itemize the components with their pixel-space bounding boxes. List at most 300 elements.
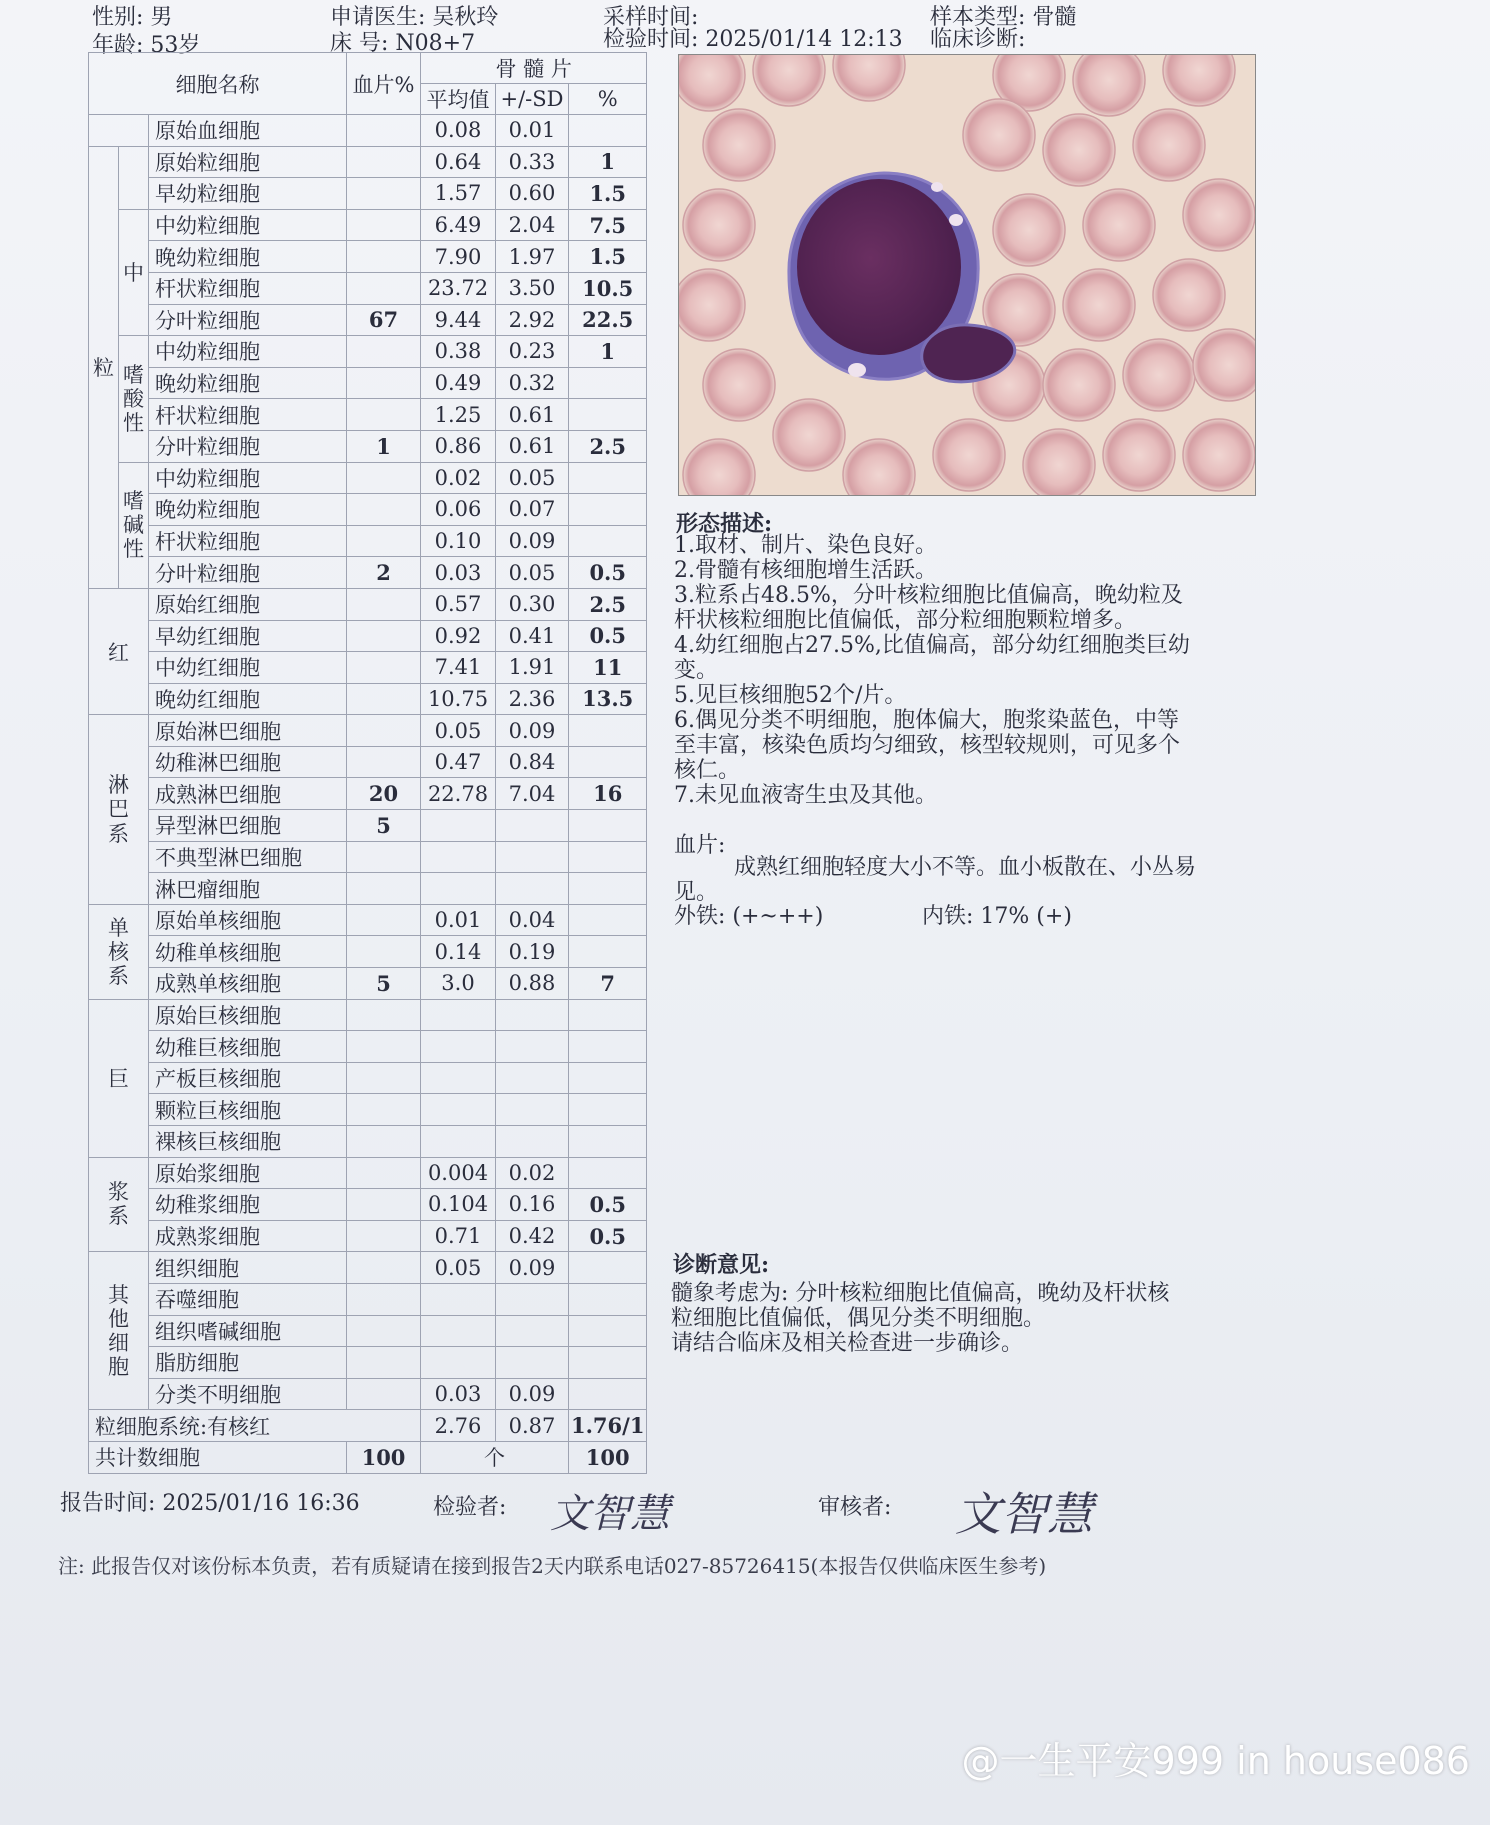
morphology-line: 至丰富，核染色质均匀细致，核型较规则，可见多个 [674, 733, 1181, 758]
clinical-diagnosis: 临床诊断: [930, 27, 1026, 52]
cell-blood-pct [347, 904, 421, 936]
cell-blood-pct: 67 [347, 304, 421, 336]
cell-sd: 0.16 [496, 1189, 569, 1221]
cell-name: 原始巨核细胞 [149, 999, 347, 1031]
cell-mean: 0.08 [421, 115, 496, 147]
cell-blood-pct [347, 1220, 421, 1252]
cell-marrow-pct [569, 1031, 647, 1063]
cell-marrow-pct [569, 936, 647, 968]
cell-marrow-pct [569, 999, 647, 1031]
table-row [89, 968, 647, 1000]
cell-mean: 0.49 [421, 367, 496, 399]
cell-marrow-pct [569, 1126, 647, 1158]
cell-name: 晚幼粒细胞 [149, 494, 347, 526]
table-row [89, 1410, 647, 1442]
cell-mean: 0.92 [421, 620, 496, 652]
cell-sd: 7.04 [496, 778, 569, 810]
cell-name: 组织嗜碱细胞 [149, 1315, 347, 1347]
watermark: @一生平安999 in house086 [961, 1739, 1470, 1783]
cell-count-table [88, 52, 647, 1474]
cell-sd: 1.97 [496, 241, 569, 273]
reviewer-label: 审核者: [818, 1495, 892, 1520]
blood-smear-title: 血片: [674, 833, 726, 858]
table-row [89, 399, 647, 431]
table-row [89, 272, 647, 304]
cell-marrow-pct [569, 1315, 647, 1347]
cell-mean: 6.49 [421, 209, 496, 241]
group-label [89, 1157, 149, 1252]
red-blood-cell [1063, 269, 1135, 341]
cell-sd: 0.05 [496, 557, 569, 589]
external-iron: 外铁: (+~++) [674, 904, 824, 929]
cell-mean: 0.05 [421, 1252, 496, 1284]
table-row [89, 1094, 647, 1126]
cell-name: 异型淋巴细胞 [149, 810, 347, 842]
red-blood-cell [1043, 349, 1115, 421]
cell-blood-pct [347, 1157, 421, 1189]
micrograph-image [679, 55, 1255, 495]
cell-sd [496, 1126, 569, 1158]
cell-mean: 0.06 [421, 494, 496, 526]
cell-mean: 10.75 [421, 683, 496, 715]
cell-marrow-pct: 1.5 [569, 241, 647, 273]
cell-blood-pct [347, 241, 421, 273]
table-row [89, 367, 647, 399]
header-cell-marrow: 骨 髓 片 [421, 53, 647, 84]
ratio-sd: 0.87 [496, 1410, 569, 1442]
cell-blood-pct [347, 588, 421, 620]
red-blood-cell [1183, 419, 1255, 491]
cell-sd [496, 1062, 569, 1094]
opinion-line: 髓象考虑为: 分叶核粒细胞比值偏高，晚幼及杆状核 [671, 1281, 1170, 1306]
cell-sd [496, 1283, 569, 1315]
cell-marrow-pct: 11 [569, 652, 647, 684]
red-blood-cell [1043, 114, 1115, 186]
total-unit: 个 [421, 1441, 569, 1473]
cell-blood-pct [347, 178, 421, 210]
cell-marrow-pct: 0.5 [569, 620, 647, 652]
cell-name: 分类不明细胞 [149, 1378, 347, 1410]
cell-mean: 1.57 [421, 178, 496, 210]
blood-smear-line2: 见。 [674, 880, 719, 905]
cell-mean [421, 1094, 496, 1126]
table-row [89, 462, 647, 494]
cell-name: 晚幼红细胞 [149, 683, 347, 715]
cell-sd: 0.07 [496, 494, 569, 526]
table-row [89, 336, 647, 368]
table-row [89, 778, 647, 810]
cell-mean [421, 810, 496, 842]
cell-name: 早幼红细胞 [149, 620, 347, 652]
cell-name: 幼稚淋巴细胞 [149, 746, 347, 778]
red-blood-cell [679, 269, 745, 341]
cell-sd [496, 999, 569, 1031]
cell-mean: 0.47 [421, 746, 496, 778]
cell-blood-pct [347, 336, 421, 368]
cell-mean: 0.86 [421, 430, 496, 462]
table-row [89, 1220, 647, 1252]
table-row [89, 1315, 647, 1347]
table-row [89, 1441, 647, 1473]
cell-mean: 0.14 [421, 936, 496, 968]
cell-blood-pct: 2 [347, 557, 421, 589]
cell-sd: 0.09 [496, 1378, 569, 1410]
cell-blood-pct [347, 1126, 421, 1158]
bed-number: 床 号: N08+7 [330, 31, 476, 56]
cell-sd: 0.61 [496, 399, 569, 431]
red-blood-cell [1123, 339, 1195, 411]
tester-signature: 文智慧 [550, 1491, 670, 1537]
cell-sd: 0.09 [496, 525, 569, 557]
cell-blood-pct [347, 1062, 421, 1094]
cell-sd: 0.33 [496, 146, 569, 178]
blood-smear-line1: 成熟红细胞轻度大小不等。血小板散在、小丛易 [734, 855, 1197, 880]
group-label: 粒 [89, 146, 119, 588]
cell-mean: 9.44 [421, 304, 496, 336]
cell-marrow-pct [569, 399, 647, 431]
red-blood-cell [703, 349, 775, 421]
cell-name: 晚幼粒细胞 [149, 367, 347, 399]
opinion-title: 诊断意见: [673, 1252, 770, 1278]
group-label: 红 [89, 588, 149, 714]
cell-marrow-pct: 2.5 [569, 588, 647, 620]
cell-name: 中幼粒细胞 [149, 209, 347, 241]
cell-sd: 0.01 [496, 115, 569, 147]
cell-mean: 0.03 [421, 1378, 496, 1410]
cell-sd: 0.30 [496, 588, 569, 620]
cell-mean: 1.25 [421, 399, 496, 431]
cell-mean: 3.0 [421, 968, 496, 1000]
table-row [89, 999, 647, 1031]
cell-sd: 2.04 [496, 209, 569, 241]
tester-label: 检验者: [433, 1495, 507, 1520]
cell-marrow-pct: 0.5 [569, 557, 647, 589]
cell-name: 中幼粒细胞 [149, 462, 347, 494]
cell-blood-pct [347, 683, 421, 715]
table-row [89, 1062, 647, 1094]
cell-blood-pct [347, 1315, 421, 1347]
marrow-micrograph [678, 54, 1256, 496]
cell-sd: 0.04 [496, 904, 569, 936]
cell-mean: 22.78 [421, 778, 496, 810]
cell-name: 原始淋巴细胞 [149, 715, 347, 747]
cell-blood-pct [347, 367, 421, 399]
header-cell-pct: % [569, 84, 647, 115]
cell-name: 晚幼粒细胞 [149, 241, 347, 273]
cell-blood-pct [347, 1189, 421, 1221]
table-row [89, 1189, 647, 1221]
group-label [89, 904, 149, 999]
table-row [89, 1252, 647, 1284]
table-row [89, 810, 647, 842]
cell-marrow-pct: 1 [569, 336, 647, 368]
cell-name: 杆状粒细胞 [149, 272, 347, 304]
cell-sd: 3.50 [496, 272, 569, 304]
cell-sd [496, 1347, 569, 1379]
cell-mean: 0.03 [421, 557, 496, 589]
cell-blood-pct: 5 [347, 968, 421, 1000]
table-row [89, 209, 647, 241]
cell-name: 组织细胞 [149, 1252, 347, 1284]
cell-name: 产板巨核细胞 [149, 1062, 347, 1094]
subgroup-label [119, 462, 149, 588]
cell-mean [421, 999, 496, 1031]
cell-marrow-pct [569, 1347, 647, 1379]
morphology-line: 杆状核粒细胞比值偏低，部分粒细胞颗粒增多。 [674, 608, 1137, 633]
group-label [89, 715, 149, 905]
table-row [89, 683, 647, 715]
cell-mean: 0.004 [421, 1157, 496, 1189]
morphology-line: 核仁。 [674, 758, 741, 783]
cell-marrow-pct [569, 462, 647, 494]
cell-marrow-pct [569, 1157, 647, 1189]
cell-name: 成熟淋巴细胞 [149, 778, 347, 810]
cell-blood-pct: 5 [347, 810, 421, 842]
cell-name: 分叶粒细胞 [149, 557, 347, 589]
cell-marrow-pct [569, 810, 647, 842]
cell-name: 幼稚巨核细胞 [149, 1031, 347, 1063]
cell-marrow-pct: 7.5 [569, 209, 647, 241]
doctor: 申请医生: 吴秋玲 [330, 5, 499, 30]
cell-mean: 0.64 [421, 146, 496, 178]
cell-sd: 2.92 [496, 304, 569, 336]
cell-marrow-pct [569, 746, 647, 778]
subgroup-label [119, 146, 149, 209]
cell-marrow-pct: 13.5 [569, 683, 647, 715]
cell-blood-pct [347, 936, 421, 968]
cell-name: 原始血细胞 [149, 115, 347, 147]
opinion-line: 请结合临床及相关检查进一步确诊。 [671, 1331, 1024, 1356]
cell-mean: 0.05 [421, 715, 496, 747]
cell-sd: 0.05 [496, 462, 569, 494]
cell-name: 杆状粒细胞 [149, 399, 347, 431]
table-row [89, 873, 647, 905]
cell-blood-pct [347, 620, 421, 652]
morphology-line: 2.骨髓有核细胞增生活跃。 [674, 558, 937, 583]
red-blood-cell [1183, 179, 1255, 251]
cell-sd: 0.19 [496, 936, 569, 968]
cell-name: 中幼红细胞 [149, 652, 347, 684]
header-cell-sd: +/-SD [496, 84, 569, 115]
cell-name: 淋巴瘤细胞 [149, 873, 347, 905]
table-row [89, 146, 647, 178]
disclaimer-note: 注: 此报告仅对该份标本负责，若有质疑请在接到报告2天内联系电话027-85726415(本报告仅供临床医生参考) [58, 1554, 1047, 1578]
header-cell-mean: 平均值 [421, 84, 496, 115]
cell-blood-pct [347, 999, 421, 1031]
subgroup-label: 中 [119, 209, 149, 335]
cell-blood-pct [347, 1378, 421, 1410]
table-row [89, 652, 647, 684]
table-row [89, 841, 647, 873]
cell-marrow-pct: 1.5 [569, 178, 647, 210]
cell-sd [496, 841, 569, 873]
red-blood-cell [1153, 259, 1225, 331]
red-blood-cell [1193, 329, 1255, 401]
cell-blood-pct [347, 1031, 421, 1063]
cell-marrow-pct: 16 [569, 778, 647, 810]
cell-name: 原始浆细胞 [149, 1157, 347, 1189]
cell-marrow-pct: 0.5 [569, 1189, 647, 1221]
table-row [89, 1126, 647, 1158]
cell-blood-pct [347, 715, 421, 747]
sample-time: 采样时间: [603, 5, 699, 30]
cell-mean: 0.10 [421, 525, 496, 557]
table-row [89, 178, 647, 210]
cell-mean: 0.02 [421, 462, 496, 494]
red-blood-cell [1083, 189, 1155, 261]
cell-marrow-pct [569, 525, 647, 557]
cell-marrow-pct [569, 1283, 647, 1315]
cell-marrow-pct: 22.5 [569, 304, 647, 336]
cell-name: 脂肪细胞 [149, 1347, 347, 1379]
cell-mean: 0.57 [421, 588, 496, 620]
table-row [89, 430, 647, 462]
table-row [89, 1157, 647, 1189]
cell-sd: 2.36 [496, 683, 569, 715]
cell-name: 颗粒巨核细胞 [149, 1094, 347, 1126]
red-blood-cell [683, 189, 755, 261]
cell-blood-pct [347, 209, 421, 241]
cell-name: 成熟单核细胞 [149, 968, 347, 1000]
table-row [89, 304, 647, 336]
subgroup-label-text: 嗜碱性 [123, 489, 144, 562]
red-blood-cell [963, 99, 1035, 171]
table-row [89, 115, 647, 147]
cell-blood-pct [347, 525, 421, 557]
cell-marrow-pct: 7 [569, 968, 647, 1000]
cell-sd: 0.09 [496, 715, 569, 747]
gender: 性别: 男 [92, 5, 173, 30]
morphology-line: 4.幼红细胞占27.5%,比值偏高，部分幼红细胞类巨幼 [674, 633, 1190, 658]
group-cell [89, 115, 149, 147]
cell-marrow-pct [569, 873, 647, 905]
cell-mean [421, 1126, 496, 1158]
cell-blood-pct [347, 494, 421, 526]
cell-mean: 0.104 [421, 1189, 496, 1221]
cell-marrow-pct [569, 494, 647, 526]
age: 年龄: 53岁 [92, 33, 201, 58]
opinion-line: 粒细胞比值偏低，偶见分类不明细胞。 [671, 1306, 1046, 1331]
cell-blood-pct: 20 [347, 778, 421, 810]
cell-name: 原始单核细胞 [149, 904, 347, 936]
ratio-pct: 1.76/1 [569, 1410, 647, 1442]
morphology-title: 形态描述: [676, 511, 773, 537]
internal-iron: 内铁: 17% (+) [922, 904, 1072, 929]
cell-sd [496, 1031, 569, 1063]
red-blood-cell [1103, 419, 1175, 491]
table-row [89, 620, 647, 652]
red-blood-cell [933, 419, 1005, 491]
cell-sd: 0.23 [496, 336, 569, 368]
cell-mean [421, 1031, 496, 1063]
sample-type: 样本类型: 骨髓 [930, 5, 1077, 30]
cell-mean [421, 841, 496, 873]
cell-mean [421, 1315, 496, 1347]
cell-name: 幼稚浆细胞 [149, 1189, 347, 1221]
morphology-line: 5.见巨核细胞52个/片。 [674, 683, 907, 708]
cell-blood-pct [347, 652, 421, 684]
cell-blood-pct [347, 462, 421, 494]
cell-sd: 0.09 [496, 1252, 569, 1284]
table-row [89, 53, 647, 84]
cell-mean [421, 873, 496, 905]
cell-marrow-pct [569, 841, 647, 873]
cell-name: 幼稚单核细胞 [149, 936, 347, 968]
cell-sd: 0.42 [496, 1220, 569, 1252]
cell-sd [496, 1094, 569, 1126]
red-blood-cell [773, 399, 845, 471]
cell-mean: 0.01 [421, 904, 496, 936]
total-label: 共计数细胞 [89, 1441, 347, 1473]
cell-mean: 23.72 [421, 272, 496, 304]
cell-blood-pct: 1 [347, 430, 421, 462]
cell-blood-pct [347, 1094, 421, 1126]
total-pct: 100 [569, 1441, 647, 1473]
subgroup-label-text: 嗜酸性 [123, 362, 144, 435]
table-row [89, 746, 647, 778]
header-cell-blood: 血片% [347, 53, 421, 115]
red-blood-cell [993, 194, 1065, 266]
cell-name: 裸核巨核细胞 [149, 1126, 347, 1158]
cell-sd [496, 1315, 569, 1347]
cell-marrow-pct: 1 [569, 146, 647, 178]
subgroup-label [119, 336, 149, 462]
report-time: 报告时间: 2025/01/16 16:36 [60, 1491, 360, 1516]
cell-blood-pct [347, 1283, 421, 1315]
cell-blood-pct [347, 873, 421, 905]
morphology-line: 变。 [674, 658, 719, 683]
cell-sd: 0.32 [496, 367, 569, 399]
cell-marrow-pct: 0.5 [569, 1220, 647, 1252]
cell-blood-pct [347, 841, 421, 873]
cell-marrow-pct [569, 1252, 647, 1284]
total-blood: 100 [347, 1441, 421, 1473]
cell-mean: 0.71 [421, 1220, 496, 1252]
cell-sd: 0.61 [496, 430, 569, 462]
header-cell-name: 细胞名称 [89, 53, 347, 115]
cell-blood-pct [347, 746, 421, 778]
table-row [89, 494, 647, 526]
cell-blood-pct [347, 1252, 421, 1284]
table-row [89, 715, 647, 747]
table-row [89, 588, 647, 620]
cell-name: 分叶粒细胞 [149, 430, 347, 462]
cell-marrow-pct [569, 1378, 647, 1410]
cell-marrow-pct [569, 715, 647, 747]
cell-name: 原始粒细胞 [149, 146, 347, 178]
cell-sd: 0.88 [496, 968, 569, 1000]
table-row [89, 241, 647, 273]
test-time: 检验时间: 2025/01/14 12:13 [603, 27, 903, 52]
cell-marrow-pct [569, 367, 647, 399]
morphology-line: 1.取材、制片、染色良好。 [674, 533, 937, 558]
cell-blood-pct [347, 115, 421, 147]
cell-mean [421, 1283, 496, 1315]
cell-name: 杆状粒细胞 [149, 525, 347, 557]
cell-marrow-pct [569, 1062, 647, 1094]
cell-blood-pct [347, 272, 421, 304]
morphology-line: 6.偶见分类不明细胞，胞体偏大，胞浆染蓝色，中等 [674, 708, 1179, 733]
cell-mean: 0.38 [421, 336, 496, 368]
group-label-text: 淋巴系 [108, 773, 129, 846]
cell-name: 不典型淋巴细胞 [149, 841, 347, 873]
table-row [89, 1031, 647, 1063]
morphology-line: 7.未见血液寄生虫及其他。 [674, 783, 937, 808]
cell-name: 早幼粒细胞 [149, 178, 347, 210]
table-row [89, 1347, 647, 1379]
cell-marrow-pct: 10.5 [569, 272, 647, 304]
red-blood-cell [1133, 109, 1205, 181]
